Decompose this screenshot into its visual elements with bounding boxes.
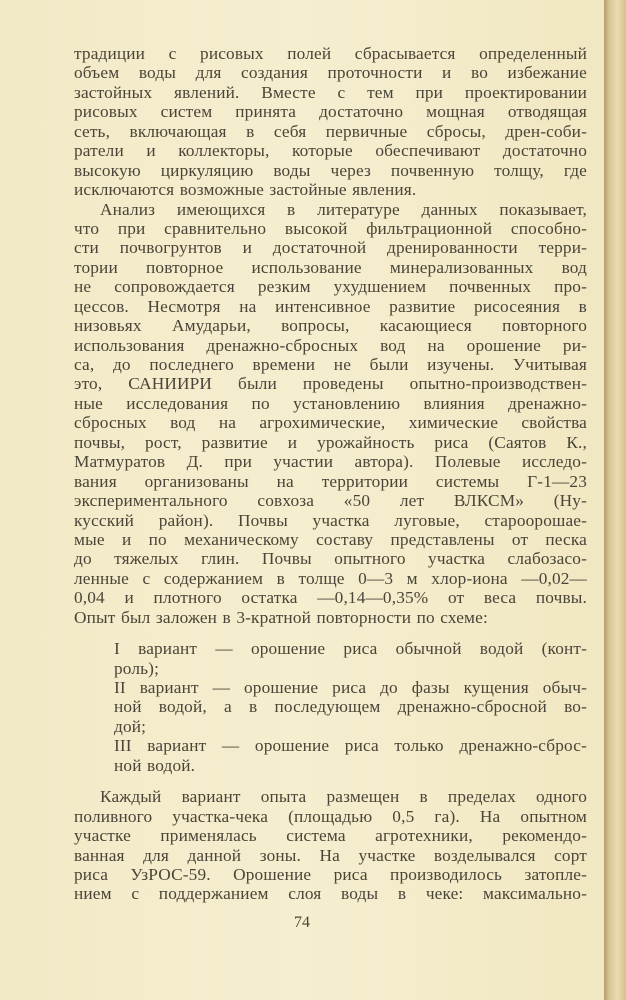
text-line: объем воды для создания проточности и во избежание: [74, 63, 587, 83]
variant-item-2: [114, 678, 587, 736]
text-line: исключаются возможные застойные явления.: [74, 180, 417, 200]
paragraph-1: [74, 44, 587, 200]
text-line: поливного участка-чека (площадью 0,5 га). На опытном: [74, 806, 587, 826]
text-line: не сопровождается резким ухудшением почвенных про-: [74, 277, 587, 297]
text-line: риса УзРОС-59. Орошение риса производилось затопле-: [74, 864, 587, 884]
text-line: сеть, включающая в себя первичные сбросы, дрен-соби-: [74, 121, 587, 141]
text-line: это, САНИИРИ были проведены опытно-производствен-: [74, 374, 587, 394]
text-line: традиции с рисовых полей сбрасывается определенный: [74, 44, 587, 63]
text-line: мые и по механическому составу представлены от песка: [74, 529, 587, 549]
variant-item-3: [114, 736, 587, 775]
variant-list: [114, 639, 587, 775]
body-text: [74, 44, 587, 904]
text-line: ратели и коллекторы, которые обеспечивают достаточно: [74, 141, 587, 161]
spacer: [74, 627, 587, 639]
text-line: цессов. Несмотря на интенсивное развитие рисосеяния в: [74, 296, 587, 316]
text-line: I вариант — орошение риса обычной водой (конт-: [114, 639, 587, 659]
text-line: застойных явлений. Вместе с тем при проектировании: [74, 82, 587, 102]
text-line: Анализ имеющихся в литературе данных показывает,: [100, 199, 587, 219]
text-line: Матмуратов Д. при участии автора). Полевые исследо-: [74, 452, 587, 472]
text-line: III вариант — орошение риса только дренажно-сброс-: [114, 736, 587, 756]
text-line: Каждый вариант опыта размещен в пределах одного: [100, 787, 587, 807]
text-line: кусский район). Почвы участка луговые, староорошае-: [74, 510, 587, 530]
text-line: использования дренажно-сбросных вод на орошение ри-: [74, 335, 587, 355]
text-line: са, до последнего времени не были изучены. Учитывая: [74, 355, 587, 374]
text-line: вания организованы на территории системы Г-1—23: [74, 471, 587, 491]
text-line: II вариант — орошение риса до фазы кущения обыч-: [114, 678, 587, 697]
page-edge: [604, 0, 626, 1000]
page-number: 74: [294, 914, 310, 931]
text-line: Опыт был заложен в 3-кратной повторности по схеме:: [74, 607, 488, 627]
text-line: рисовых систем принята достаточно мощная отводящая: [74, 102, 587, 122]
text-line: роль);: [114, 658, 160, 678]
text-line: ные исследования по установлению влияния дренажно-: [74, 393, 587, 413]
text-line: высокую циркуляцию воды через почвенную толщу, где: [74, 160, 587, 180]
spacer: [74, 775, 587, 787]
text-line: участке применялась система агротехники, рекомендо-: [74, 826, 587, 846]
text-line: ной водой, а в последующем дренажно-сбросной во-: [114, 697, 587, 717]
text-line: нием с поддержанием слоя воды в чеке: максимально-: [74, 884, 587, 904]
paragraph-2: [74, 200, 587, 628]
text-line: что при сравнительно высокой фильтрационной способно-: [74, 218, 587, 238]
text-line: тории повторное использование минерализованных вод: [74, 257, 587, 277]
text-line: ванная для данной зоны. На участке возделывался сорт: [74, 845, 587, 865]
text-line: почвы, рост, развитие и урожайность риса (Саятов К.,: [74, 432, 587, 452]
text-line: до тяжелых глин. Почвы опытного участка слабозасо-: [74, 549, 587, 569]
text-line: сбросных вод на агрохимические, химические свойства: [74, 413, 587, 433]
text-line: ной водой.: [114, 755, 196, 775]
text-line: низовьях Амударьи, вопросы, касающиеся повторного: [74, 316, 587, 336]
text-line: 0,04 и плотного остатка —0,14—0,35% от веса почвы.: [74, 588, 587, 608]
text-line: сти почвогрунтов и достаточной дренированности терри-: [74, 238, 587, 258]
text-line: дой;: [114, 716, 147, 736]
text-line: экспериментального совхоза «50 лет ВЛКСМ» (Ну-: [74, 491, 587, 511]
variant-item-1: [114, 639, 587, 678]
paragraph-4: [74, 787, 587, 904]
text-line: ленные с содержанием в толще 0—3 м хлор-иона —0,02—: [74, 568, 587, 588]
